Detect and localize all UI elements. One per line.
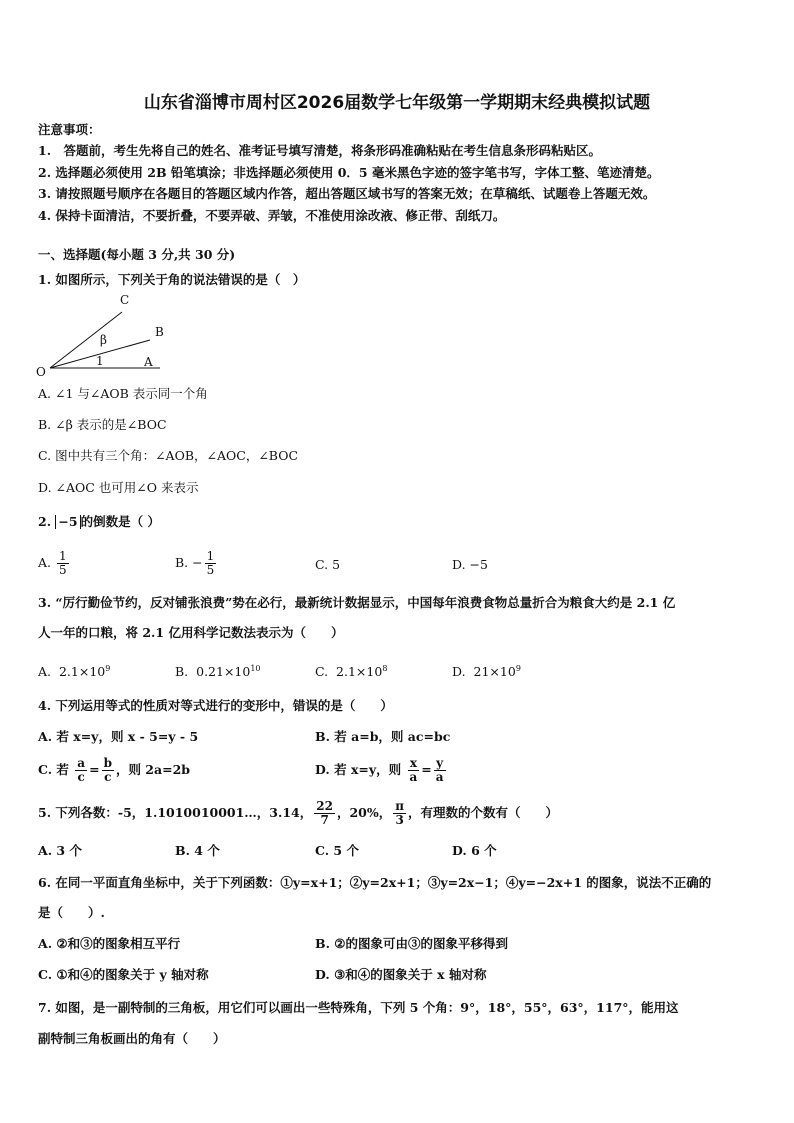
- q1-option-b: B. ∠β 表示的是∠BOC: [38, 417, 167, 432]
- label-beta: β: [100, 333, 107, 347]
- ray-oc: [50, 312, 122, 368]
- section-heading: 一、选择题(每小题 3 分,共 30 分): [38, 247, 236, 262]
- q1-option-d: D. ∠AOC 也可用∠O 来表示: [38, 480, 199, 495]
- q3-option-b: B. $0.21\times 10^{10}$: [175, 664, 261, 680]
- q4-option-d: D. 若 x=y，则 $\frac{x}{a}$ = $\frac{y}{a}$: [315, 756, 444, 784]
- q2-stem: 2. −5 的倒数是（ ）: [38, 514, 160, 529]
- q5-option-b: B. 4 个: [175, 843, 220, 858]
- q4-option-a: A. 若 x=y，则 x - 5=y - 5: [38, 729, 199, 744]
- note-item-4: 4. 保持卡面清洁，不要折叠，不要弄破、弄皱，不准使用涂改液、修正带、刮纸刀。: [38, 208, 506, 223]
- q2-option-c: C. 5: [315, 557, 341, 572]
- angle-figure: [30, 290, 180, 380]
- q2-option-d: D. −5: [452, 557, 488, 572]
- q7-line-1: 7. 如图，是一副特制的三角板，用它们可以画出一些特殊角，下列 5 个角：9°，18°，55°，63°，117°，能用这: [38, 1000, 679, 1015]
- q1-stem: 1. 如图所示，下列关于角的说法错误的是（ ）: [38, 272, 306, 287]
- q6-line-2: 是（ ）.: [38, 905, 105, 920]
- label-b: B: [155, 325, 164, 339]
- q3-option-c: C. $2.1\times 10^8$: [315, 664, 388, 680]
- label-o: O: [36, 365, 46, 379]
- page-title: 山东省淄博市周村区2026届数学七年级第一学期期末经典模拟试题: [143, 93, 651, 113]
- q6-option-a: A. ②和③的图象相互平行: [38, 936, 181, 951]
- q4-stem: 4. 下列运用等式的性质对等式进行的变形中，错误的是（ ）: [38, 698, 393, 713]
- label-c: C: [120, 293, 130, 307]
- q1-option-a: A. ∠1 与∠AOB 表示同一个角: [38, 386, 208, 401]
- abs-value: −5: [55, 515, 80, 529]
- q5-option-a: A. 3 个: [38, 843, 82, 858]
- q6-option-d: D. ③和④的图象关于 x 轴对称: [315, 967, 487, 982]
- q2-option-b: B. − $\frac{1}{5}$: [175, 549, 215, 577]
- q1-option-c: C. 图中共有三个角：∠AOB，∠AOC，∠BOC: [38, 448, 299, 463]
- q3-line-2: 人一年的口粮，将 2.1 亿用科学记数法表示为（ ）: [38, 625, 344, 640]
- q6-option-b: B. ②的图象可由③的图象平移得到: [315, 936, 508, 951]
- q3-option-d: D. $21\times 10^9$: [452, 664, 521, 680]
- q5-stem: 5. 下列各数：-5，1.1010010001…，3.14， $\frac{22}{7}$ ，20%， $\frac{\pi}{3}$ ，有理数的个数有（ ）: [38, 799, 559, 827]
- q6-line-1: 6. 在同一平面直角坐标中，关于下列函数：①y=x+1；②y=2x+1；③y=2x−1；④y=−2x+1 的图象，说法不正确的: [38, 875, 712, 890]
- q4-option-c: C. 若 $\frac{a}{c}$ = $\frac{b}{c}$ ，则 2a=2b: [38, 756, 191, 784]
- q6-option-c: C. ①和④的图象关于 y 轴对称: [38, 967, 209, 982]
- q7-line-2: 副特制三角板画出的角有（ ）: [38, 1031, 226, 1046]
- q4-option-b: B. 若 a=b，则 ac=bc: [315, 729, 451, 744]
- note-item-2: 2. 选择题必须使用 2B 铅笔填涂；非选择题必须使用 0．5 毫米黑色字迹的签字笔书写，字体工整、笔迹清楚。: [38, 165, 660, 180]
- label-angle-1: 1: [96, 354, 104, 368]
- label-a: A: [144, 355, 153, 369]
- q3-line-1: 3. “厉行勤俭节约，反对铺张浪费”势在必行，最新统计数据显示，中国每年浪费食物总量折合为粮食大约是 2.1 亿: [38, 595, 676, 610]
- note-item-1: 1. 答题前，考生先将自己的姓名、准考证号填写清楚，将条形码准确粘贴在考生信息条形码粘贴区。: [38, 143, 602, 158]
- note-item-3: 3. 请按照题号顺序在各题目的答题区域内作答，超出答题区域书写的答案无效；在草稿纸、试题卷上答题无效。: [38, 186, 656, 201]
- q3-option-a: A. $2.1\times 10^9$: [38, 664, 111, 680]
- notes-heading: 注意事项：: [38, 122, 101, 137]
- q5-option-d: D. 6 个: [452, 843, 497, 858]
- q2-option-a: A. $\frac{1}{5}$: [38, 549, 67, 577]
- q5-option-c: C. 5 个: [315, 843, 359, 858]
